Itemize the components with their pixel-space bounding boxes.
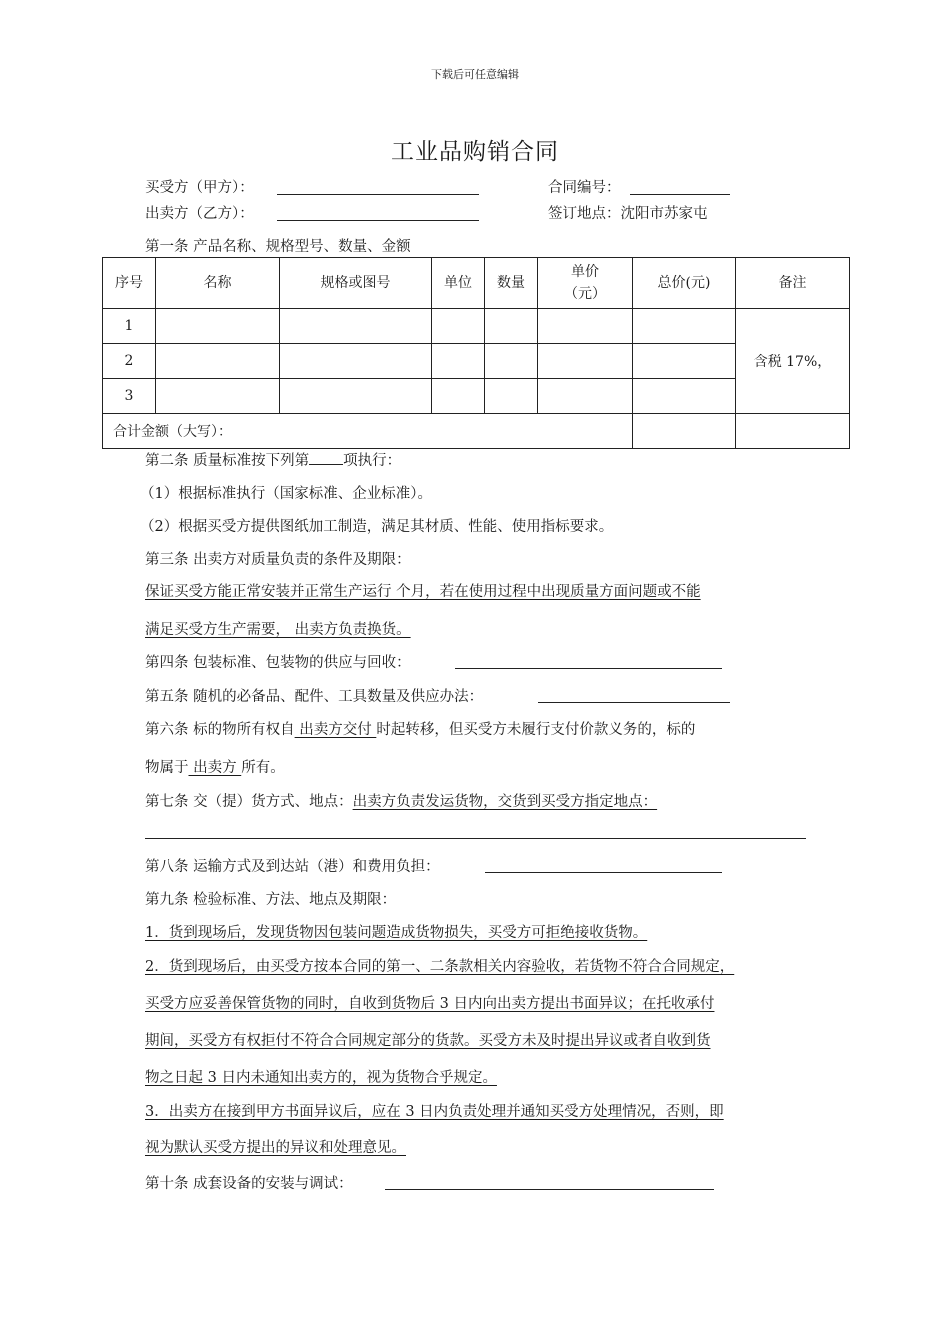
- col-header-qty: 数量: [485, 258, 538, 309]
- article9-item2-line2: 买受方应妥善保管货物的同时，自收到货物后 3 日内向出卖方提出书面异议；在托收承付: [145, 996, 715, 1012]
- cell-unit: [432, 309, 485, 344]
- article5-blank: [538, 702, 730, 703]
- cell-spec: [280, 309, 432, 344]
- article2-blank: [309, 450, 343, 465]
- cell-name: [156, 309, 280, 344]
- article8-text: 第八条 运输方式及到达站（港）和费用负担：: [145, 859, 440, 875]
- col-header-unit: 单位: [432, 258, 485, 309]
- article7-value: 出卖方负责发运货物，交货到买受方指定地点：: [352, 794, 658, 810]
- cell-name: [156, 379, 280, 414]
- contract-no-blank: [630, 194, 730, 195]
- cell-remark: 含税 17%，: [736, 309, 850, 414]
- cell-unit-price: [538, 309, 633, 344]
- seller-label: 出卖方（乙方）：: [145, 206, 254, 222]
- article6-prefix2: 物属于: [145, 760, 189, 776]
- row-no: 3: [103, 379, 156, 414]
- cell-spec: [280, 344, 432, 379]
- cell-qty: [485, 379, 538, 414]
- buyer-label: 买受方（甲方）：: [145, 180, 254, 196]
- article9-title: 第九条 检验标准、方法、地点及期限：: [145, 892, 397, 908]
- row-no: 1: [103, 309, 156, 344]
- article4-blank: [455, 668, 722, 669]
- total-amount-value: [633, 414, 736, 449]
- article7-prefix: 第七条 交（提）货方式、地点：: [145, 794, 353, 810]
- total-row: [103, 414, 850, 449]
- article6-line2: [145, 756, 285, 777]
- article10-blank: [385, 1189, 714, 1190]
- document-title: 工业品购销合同: [391, 139, 559, 165]
- unit-price-label: 单价: [571, 264, 599, 280]
- cell-unit: [432, 344, 485, 379]
- sign-place-label-text: 签订地点：: [548, 206, 621, 222]
- article9-item1: 1．货到现场后，发现货物因包装问题造成货物损失，买受方可拒绝接收货物。: [145, 925, 648, 941]
- article6-middle: 时起转移，但买受方未履行支付价款义务的，标的: [376, 722, 696, 738]
- col-header-unit-price: [538, 258, 633, 309]
- article6-prefix: 第六条 标的物所有权自: [145, 722, 295, 738]
- article6-value1: 出卖方交付: [294, 722, 377, 738]
- article4-text: 第四条 包装标准、包装物的供应与回收：: [145, 655, 411, 671]
- col-header-no: 序号: [103, 258, 156, 309]
- article2-prefix: 第二条 质量标准按下列第: [145, 453, 310, 469]
- article9-item3-line1: 3．出卖方在接到甲方书面异议后，应在 3 日内负责处理并通知买受方处理情况，否则，即: [145, 1104, 724, 1120]
- unit-price-currency: （元）: [564, 286, 606, 302]
- page-header-note: 下载后可任意编辑: [431, 68, 519, 81]
- sign-place-value: 沈阳市苏家屯: [620, 206, 708, 222]
- col-header-name: 名称: [156, 258, 280, 309]
- article2-item1: （1）根据标准执行（国家标准、企业标准）。: [140, 486, 432, 502]
- col-header-total: 总价(元): [633, 258, 736, 309]
- article8-blank: [485, 872, 722, 873]
- article5-text: 第五条 随机的必备品、配件、工具数量及供应办法：: [145, 689, 484, 705]
- seller-blank: [277, 220, 479, 221]
- article2-item2: （2）根据买受方提供图纸加工制造，满足其材质、性能、使用指标要求。: [140, 519, 614, 535]
- article9-item2-line3: 期间，买受方有权拒付不符合合同规定部分的货款。买受方未及时提出异议或者自收到货: [145, 1033, 711, 1049]
- article1-title: 第一条 产品名称、规格型号、数量、金额: [145, 239, 411, 255]
- total-remark: [736, 414, 850, 449]
- cell-qty: [485, 344, 538, 379]
- article6-line1: [145, 718, 695, 739]
- cell-total: [633, 344, 736, 379]
- contract-no-label: 合同编号：: [548, 180, 621, 196]
- cell-unit: [432, 379, 485, 414]
- article2-title: [145, 449, 401, 470]
- cell-unit-price: [538, 344, 633, 379]
- article9-item2-line4: 物之日起 3 日内未通知出卖方的，视为货物合乎规定。: [145, 1070, 497, 1086]
- article3-line2: 满足买受方生产需要， 出卖方负责换货。: [145, 622, 411, 638]
- article3-line1: 保证买受方能正常安装并正常生产运行 个月，若在使用过程中出现质量方面问题或不能: [145, 584, 701, 600]
- article10-text: 第十条 成套设备的安装与调试：: [145, 1176, 353, 1192]
- article7-blank-line: [145, 838, 806, 839]
- cell-spec: [280, 379, 432, 414]
- table-header-row: [103, 258, 850, 309]
- total-amount-label: 合计金额（大写）：: [103, 414, 633, 449]
- article3-title: 第三条 出卖方对质量负责的条件及期限：: [145, 552, 411, 568]
- article9-item3-line2: 视为默认买受方提出的异议和处理意见。: [145, 1140, 406, 1156]
- article6-value2: 出卖方: [188, 760, 242, 776]
- col-header-remark: 备注: [736, 258, 850, 309]
- article7-line1: [145, 790, 657, 811]
- cell-unit-price: [538, 379, 633, 414]
- article2-suffix: 项执行：: [343, 453, 402, 469]
- article9-item2-line1: 2．货到现场后，由买受方按本合同的第一、二条款相关内容验收，若货物不符合合同规定，: [145, 959, 735, 975]
- cell-total: [633, 379, 736, 414]
- product-table: [102, 257, 850, 449]
- table-row: [103, 309, 850, 344]
- article6-suffix2: 所有。: [241, 760, 285, 776]
- buyer-blank: [277, 194, 479, 195]
- cell-name: [156, 344, 280, 379]
- row-no: 2: [103, 344, 156, 379]
- cell-qty: [485, 309, 538, 344]
- col-header-spec: 规格或图号: [280, 258, 432, 309]
- cell-total: [633, 309, 736, 344]
- sign-place-label: [548, 202, 708, 223]
